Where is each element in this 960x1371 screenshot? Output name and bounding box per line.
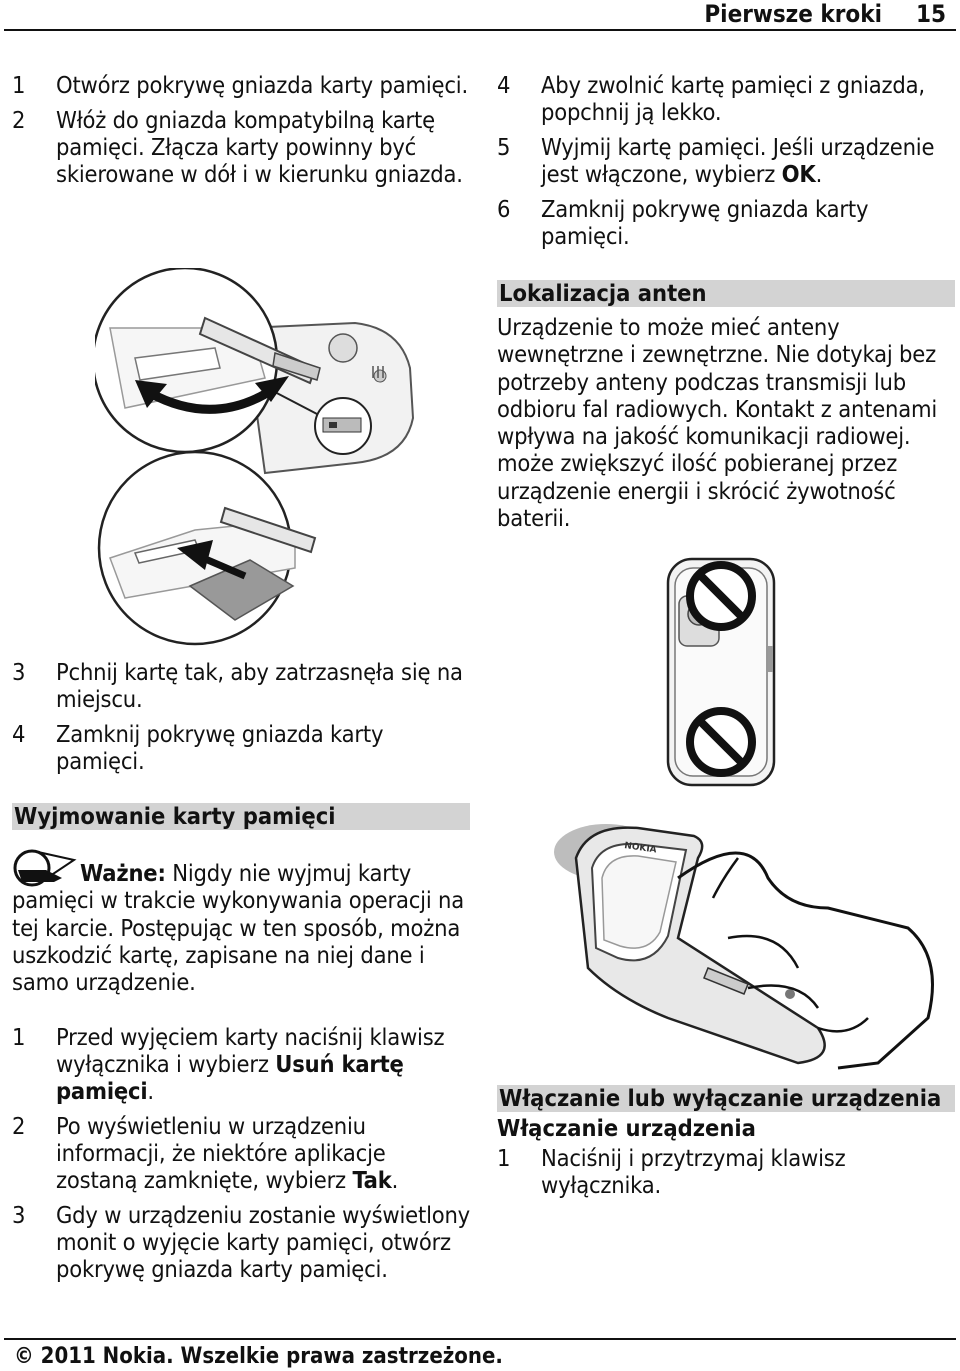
antenna-text: Urządzenie to może mieć anteny wewnętrzne i zewnętrzne. Nie dotykaj bez potrzeby anteny podczas transmisji lub odbioru fal radiowych. Kontakt z antenami wpływa na jakość komunikacji radiowej. może zwiększyć ilość pobieranej przez urządzenie energii i skrócić żywotność baterii. bbox=[497, 313, 938, 533]
step-number: 3 bbox=[12, 1201, 26, 1230]
menu-option-yes: Tak bbox=[352, 1166, 392, 1195]
remove-steps-continued bbox=[497, 72, 957, 258]
page-number: 15 bbox=[915, 0, 946, 28]
phone-brand-label: NOKIA bbox=[623, 841, 658, 856]
step-number: 5 bbox=[497, 133, 511, 161]
step-text-end: . bbox=[815, 160, 823, 188]
step-text: Otwórz pokrywę gniazda karty pamięci. bbox=[56, 71, 468, 99]
step-number: 1 bbox=[12, 1023, 26, 1052]
step-number: 2 bbox=[12, 106, 26, 134]
important-text: Nigdy nie wyjmuj karty pamięci w trakcie wykonywania operacji na tej karcie. Postępując w ten sposób, można uszkodzić kartę, zapisane na niej dane i samo urządzenie. bbox=[12, 859, 464, 997]
section-heading: Wyjmowanie karty pamięci bbox=[12, 803, 470, 830]
section-heading: Lokalizacja anten bbox=[497, 280, 955, 307]
important-icon bbox=[12, 846, 78, 890]
section-heading: Włączanie lub wyłączanie urządzenia bbox=[497, 1085, 955, 1112]
step-text: Zamknij pokrywę gniazda karty pamięci. bbox=[541, 195, 869, 250]
step-item bbox=[12, 1202, 470, 1283]
section-title: Pierwsze kroki bbox=[704, 0, 882, 28]
page-header bbox=[0, 0, 960, 32]
step-text: Aby zwolnić kartę pamięci z gniazda, popchnij ją lekko. bbox=[541, 71, 925, 126]
step-item bbox=[497, 196, 957, 250]
memory-card-insert-illustration bbox=[95, 268, 425, 648]
insert-steps-continued bbox=[12, 659, 472, 783]
antenna-section bbox=[497, 280, 955, 532]
step-item bbox=[12, 721, 472, 775]
step-number: 1 bbox=[497, 1144, 511, 1172]
step-number: 4 bbox=[12, 720, 26, 748]
step-text: Przed wyjęciem karty naciśnij klawisz wyłącznika i wybierz bbox=[56, 1023, 445, 1079]
step-text: Włóż do gniazda kompatybilną kartę pamięci. Złącza karty powinny być skierowane w dół i w kierunku gniazda. bbox=[56, 106, 463, 188]
step-text: Naciśnij i przytrzymaj klawisz wyłącznika. bbox=[541, 1144, 846, 1199]
copyright-text: © 2011 Nokia. Wszelkie prawa zastrzeżone. bbox=[14, 1344, 503, 1369]
step-item bbox=[12, 107, 472, 188]
important-label: Ważne: bbox=[80, 859, 166, 887]
step-item bbox=[12, 659, 472, 713]
subsection-heading: Włączanie urządzenia bbox=[497, 1114, 756, 1142]
step-number: 6 bbox=[497, 195, 511, 223]
step-item bbox=[12, 1024, 470, 1105]
step-text-end: . bbox=[147, 1077, 154, 1106]
step-text: Po wyświetleniu w urządzeniu informacji, że niektóre aplikacje zostaną zamknięte, wybierz bbox=[56, 1112, 386, 1195]
antenna-location-illustration bbox=[665, 556, 777, 788]
step-text: Zamknij pokrywę gniazda karty pamięci. bbox=[56, 720, 384, 775]
step-text: Wyjmij kartę pamięci. Jeśli urządzenie jest włączone, wybierz bbox=[541, 133, 935, 188]
remove-card-section bbox=[12, 803, 470, 1291]
step-number: 3 bbox=[12, 658, 26, 686]
menu-option-ok: OK bbox=[781, 160, 816, 188]
step-item bbox=[497, 72, 957, 126]
step-number: 4 bbox=[497, 71, 511, 99]
menu-option-remove-card: Usuń kartę pamięci bbox=[56, 1050, 404, 1106]
step-text: Gdy w urządzeniu zostanie wyświetlony monit o wyjęcie karty pamięci, otwórz pokrywę gniazda karty pamięci. bbox=[56, 1201, 470, 1284]
step-text: Pchnij kartę tak, aby zatrzasnęła się na miejscu. bbox=[56, 658, 463, 713]
insert-steps bbox=[12, 72, 472, 196]
important-note bbox=[12, 860, 470, 996]
step-item bbox=[12, 72, 472, 99]
step-item bbox=[497, 1145, 955, 1199]
power-section bbox=[497, 1085, 955, 1207]
step-number: 1 bbox=[12, 71, 26, 99]
hand-holding-phone-illustration bbox=[548, 818, 948, 1080]
step-item bbox=[12, 1113, 470, 1194]
step-number: 2 bbox=[12, 1112, 26, 1141]
step-text-end: . bbox=[391, 1166, 399, 1195]
footer-rule bbox=[4, 1338, 956, 1340]
header-rule bbox=[4, 29, 956, 31]
step-item bbox=[497, 134, 957, 188]
